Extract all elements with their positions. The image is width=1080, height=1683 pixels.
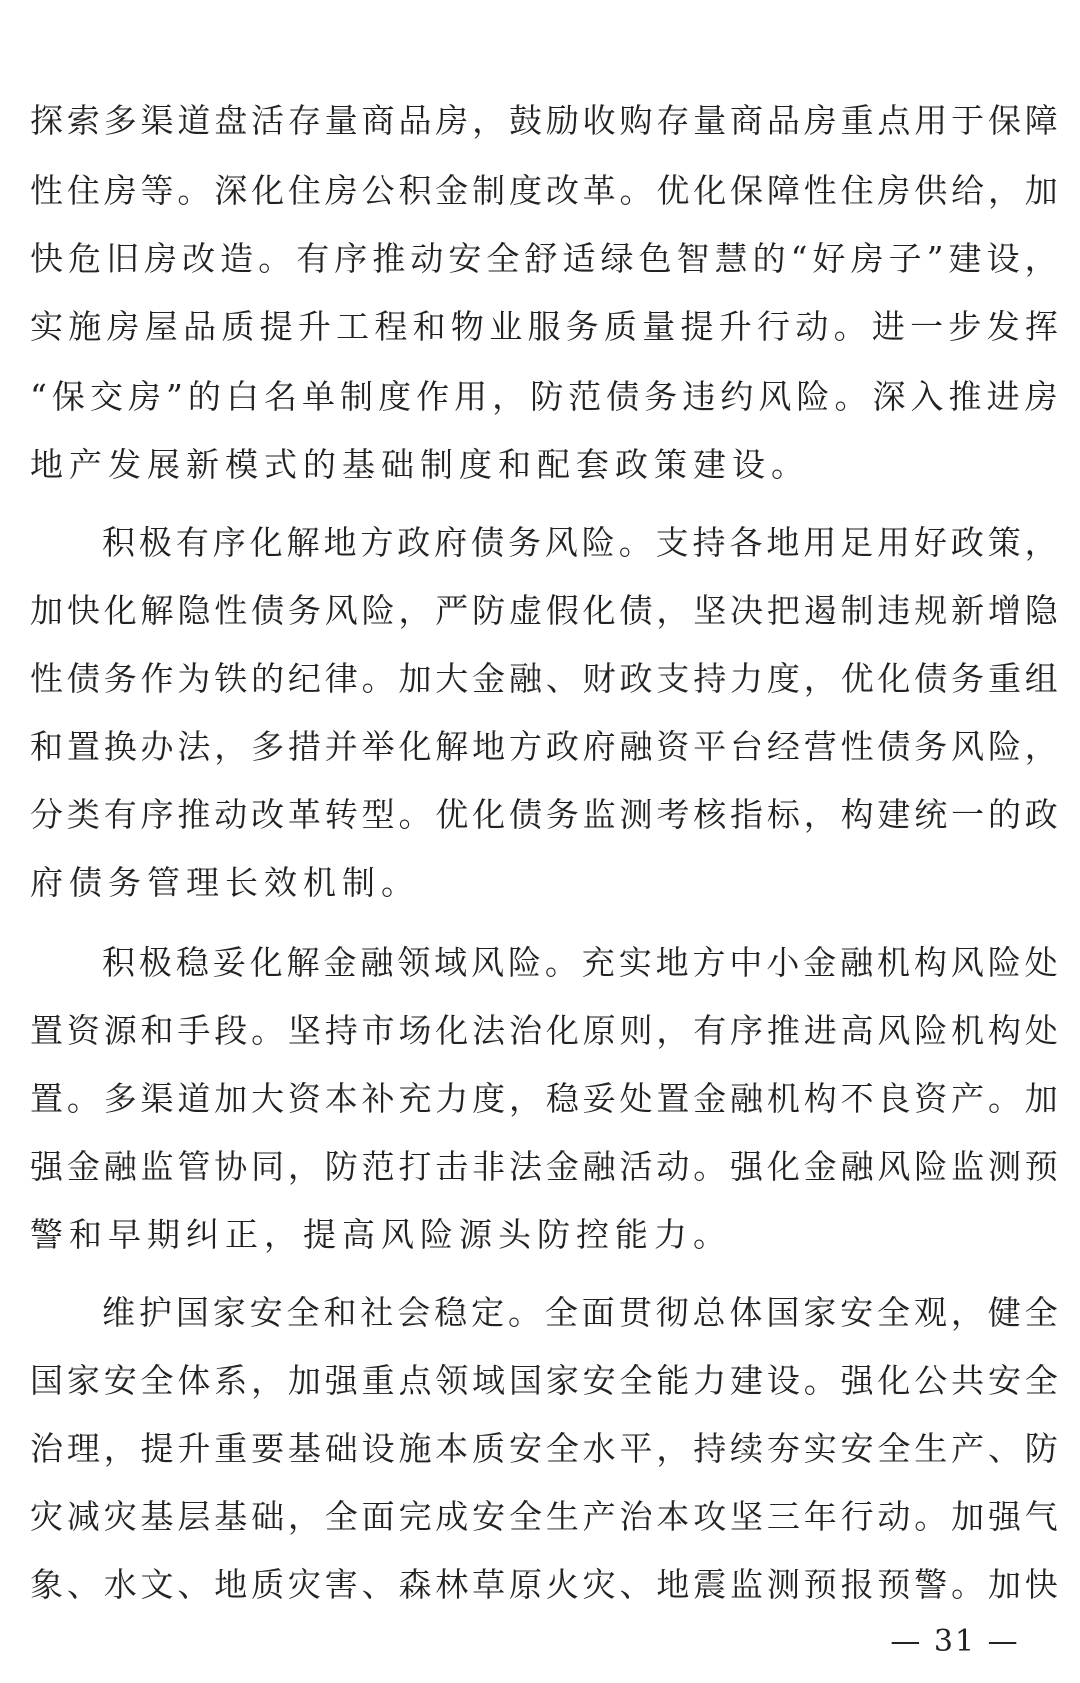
page-number: — 31 —	[890, 1624, 1020, 1659]
paragraph-first-line: 积 极 有 序 化 解 地 方 政 府 债 务 风 险 。 支 持 各 地 用 足 用 好 政 策 ，	[102, 523, 1058, 562]
text-line: 灾 减 灾 基 层 基 础 ， 全 面 完 成 安 全 生 产 治 本 攻 坚 三 年 行 动 。 加 强 气	[30, 1497, 1058, 1536]
text-line: 象 、 水 文 、 地 质 灾 害 、 森 林 草 原 火 灾 、 地 震 监 测 预 报 预 警 。 加 快	[30, 1565, 1058, 1604]
text-line: 置 。 多 渠 道 加 大 资 本 补 充 力 度 ， 稳 妥 处 置 金 融 机 构 不 良 资 产 。 加	[30, 1079, 1058, 1118]
text-line: 地产发展新模式的基础制度和配套政策建设。	[30, 445, 810, 484]
text-line: 快 危 旧 房 改 造 。 有 序 推 动 安 全 舒 适 绿 色 智 慧 的 “ 好 房 子 ” 建 设 ，	[30, 239, 1058, 278]
text-line: 实 施 房 屋 品 质 提 升 工 程 和 物 业 服 务 质 量 提 升 行 动 。 进 一 步 发 挥	[30, 307, 1058, 346]
text-line: “ 保 交 房 ” 的 白 名 单 制 度 作 用 ， 防 范 债 务 违 约 风 险 。 深 入 推 进 房	[30, 377, 1058, 416]
paragraph-first-line: 维 护 国 家 安 全 和 社 会 稳 定 。 全 面 贯 彻 总 体 国 家 安 全 观 ， 健 全	[102, 1293, 1058, 1332]
text-line: 性 住 房 等 。 深 化 住 房 公 积 金 制 度 改 革 。 优 化 保 障 性 住 房 供 给 ， 加	[30, 171, 1058, 210]
text-line: 置 资 源 和 手 段 。 坚 持 市 场 化 法 治 化 原 则 ， 有 序 推 进 高 风 险 机 构 处	[30, 1011, 1058, 1050]
text-line: 警和早期纠正，提高风险源头防控能力。	[30, 1215, 732, 1254]
text-line: 加 快 化 解 隐 性 债 务 风 险 ， 严 防 虚 假 化 债 ， 坚 决 把 遏 制 违 规 新 增 隐	[30, 591, 1058, 630]
text-line: 性 债 务 作 为 铁 的 纪 律 。 加 大 金 融 、 财 政 支 持 力 度 ， 优 化 债 务 重 组	[30, 659, 1058, 698]
text-line: 分 类 有 序 推 动 改 革 转 型 。 优 化 债 务 监 测 考 核 指 标 ， 构 建 统 一 的 政	[30, 795, 1058, 834]
text-line: 国 家 安 全 体 系 ， 加 强 重 点 领 域 国 家 安 全 能 力 建 设 。 强 化 公 共 安 全	[30, 1361, 1058, 1400]
text-line: 强 金 融 监 管 协 同 ， 防 范 打 击 非 法 金 融 活 动 。 强 化 金 融 风 险 监 测 预	[30, 1147, 1058, 1186]
text-line: 治 理 ， 提 升 重 要 基 础 设 施 本 质 安 全 水 平 ， 持 续 夯 实 安 全 生 产 、 防	[30, 1429, 1058, 1468]
text-line: 府债务管理长效机制。	[30, 863, 420, 902]
text-line: 探 索 多 渠 道 盘 活 存 量 商 品 房 ， 鼓 励 收 购 存 量 商 品 房 重 点 用 于 保 障	[30, 101, 1058, 140]
paragraph-first-line: 积 极 稳 妥 化 解 金 融 领 域 风 险 。 充 实 地 方 中 小 金 融 机 构 风 险 处	[102, 943, 1058, 982]
text-line: 和 置 换 办 法 ， 多 措 并 举 化 解 地 方 政 府 融 资 平 台 经 营 性 债 务 风 险 ，	[30, 727, 1058, 766]
